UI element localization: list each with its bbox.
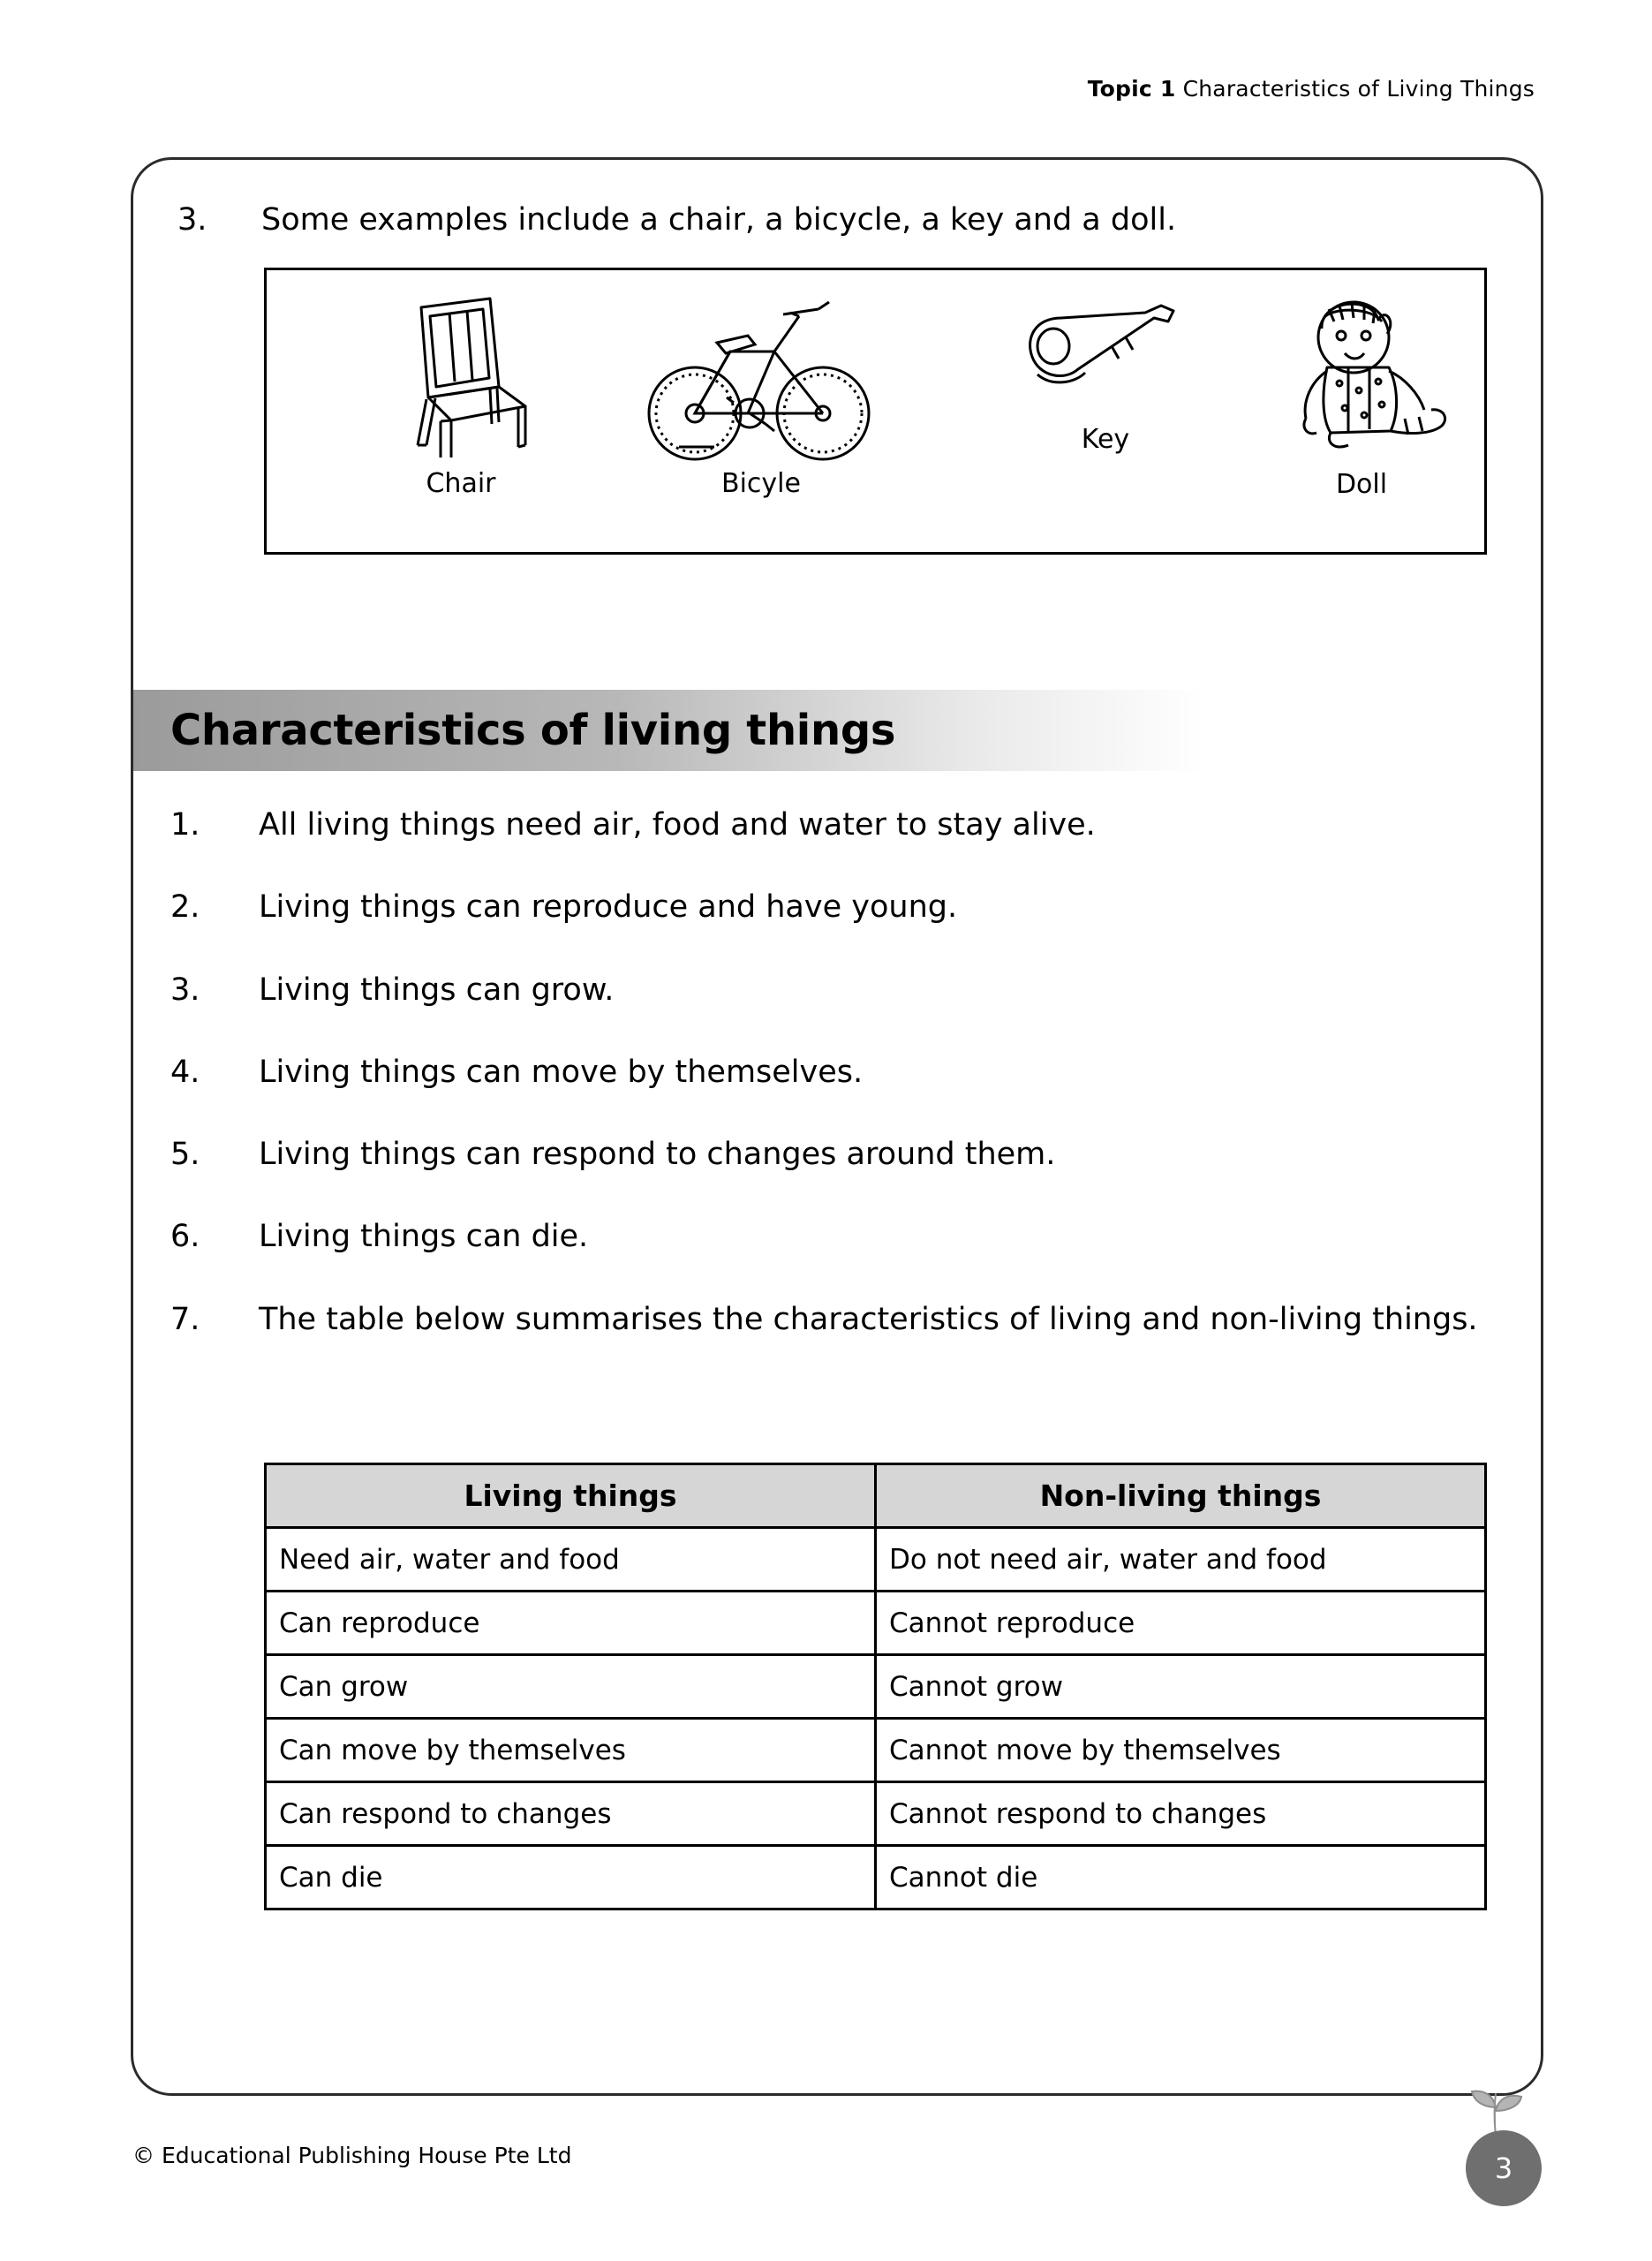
table-cell-nonliving: Cannot move by themselves bbox=[876, 1719, 1486, 1782]
page-number-badge bbox=[1466, 2130, 1542, 2206]
page-header bbox=[1088, 76, 1535, 102]
table-cell-living: Can die bbox=[266, 1846, 876, 1909]
list-item-number: 3. bbox=[170, 972, 200, 1008]
list-item bbox=[170, 1134, 1512, 1176]
doll-illustration bbox=[1267, 286, 1457, 467]
topic-title: Characteristics of Living Things bbox=[1182, 76, 1535, 102]
table-cell-nonliving: Cannot respond to changes bbox=[876, 1782, 1486, 1846]
example-doll-caption: Doll bbox=[1335, 469, 1388, 500]
table-row bbox=[266, 1655, 1486, 1719]
table-row bbox=[266, 1846, 1486, 1909]
table-cell-living: Can move by themselves bbox=[266, 1719, 876, 1782]
example-key-caption: Key bbox=[1081, 424, 1130, 455]
table-header-nonliving: Non-living things bbox=[876, 1464, 1486, 1528]
table-cell-living: Can reproduce bbox=[266, 1592, 876, 1655]
section-heading-bar bbox=[133, 690, 1206, 771]
table-row bbox=[266, 1592, 1486, 1655]
list-item-number: 1. bbox=[170, 807, 200, 843]
list-item-number: 7. bbox=[170, 1301, 200, 1337]
table-cell-nonliving: Cannot grow bbox=[876, 1655, 1486, 1719]
table-row bbox=[266, 1782, 1486, 1846]
examples-picture-box bbox=[264, 268, 1487, 555]
list-item bbox=[170, 1216, 1512, 1258]
table-header-row bbox=[266, 1464, 1486, 1528]
list-item bbox=[170, 805, 1512, 846]
intro-list-number: 3. bbox=[177, 202, 207, 238]
example-chair bbox=[346, 290, 576, 499]
list-item-text: The table below summarises the characteristics of living and non-living things. bbox=[259, 1301, 1478, 1337]
chair-illustration bbox=[386, 290, 536, 466]
list-item-text: Living things can move by themselves. bbox=[259, 1054, 864, 1090]
list-item bbox=[170, 1052, 1512, 1093]
topic-label: Topic 1 bbox=[1087, 76, 1176, 102]
list-item-text: Living things can reproduce and have young. bbox=[259, 889, 958, 926]
example-bicycle bbox=[615, 290, 907, 499]
example-chair-caption: Chair bbox=[426, 468, 496, 499]
intro-list-item bbox=[177, 200, 1520, 241]
example-doll bbox=[1251, 286, 1472, 500]
page-number: 3 bbox=[1494, 2151, 1513, 2185]
table-header-living: Living things bbox=[266, 1464, 876, 1528]
list-item-text: Living things can die. bbox=[259, 1219, 589, 1255]
copyright-notice: © Educational Publishing House Pte Ltd bbox=[132, 2143, 572, 2168]
list-item-number: 5. bbox=[170, 1137, 200, 1172]
list-item-text: Living things can grow. bbox=[259, 972, 615, 1008]
table-cell-nonliving: Cannot reproduce bbox=[876, 1592, 1486, 1655]
example-bicycle-caption: Bicyle bbox=[721, 468, 801, 499]
summary-table-wrapper bbox=[264, 1463, 1487, 1910]
summary-table bbox=[264, 1463, 1487, 1910]
table-row bbox=[266, 1528, 1486, 1592]
list-item-text: All living things need air, food and water to stay alive. bbox=[259, 807, 1096, 843]
table-cell-living: Can respond to changes bbox=[266, 1782, 876, 1846]
list-item-number: 6. bbox=[170, 1219, 200, 1255]
table-row bbox=[266, 1719, 1486, 1782]
sprout-icon bbox=[1458, 2084, 1534, 2137]
bicycle-illustration bbox=[642, 290, 880, 466]
list-item-number: 2. bbox=[170, 889, 200, 926]
table-cell-living: Need air, water and food bbox=[266, 1528, 876, 1592]
intro-list-text: Some examples include a chair, a bicycle, a key and a doll. bbox=[261, 202, 1177, 238]
characteristics-list bbox=[170, 805, 1512, 1381]
table-cell-nonliving: Cannot die bbox=[876, 1846, 1486, 1909]
table-cell-living: Can grow bbox=[266, 1655, 876, 1719]
list-item bbox=[170, 1299, 1512, 1341]
content-frame bbox=[131, 157, 1543, 2096]
list-item-number: 4. bbox=[170, 1054, 200, 1090]
list-item bbox=[170, 970, 1512, 1011]
list-item bbox=[170, 887, 1512, 928]
example-key bbox=[982, 299, 1229, 455]
key-illustration bbox=[1013, 299, 1198, 422]
section-heading-text: Characteristics of living things bbox=[170, 706, 896, 755]
list-item-text: Living things can respond to changes around them. bbox=[259, 1137, 1056, 1172]
table-cell-nonliving: Do not need air, water and food bbox=[876, 1528, 1486, 1592]
